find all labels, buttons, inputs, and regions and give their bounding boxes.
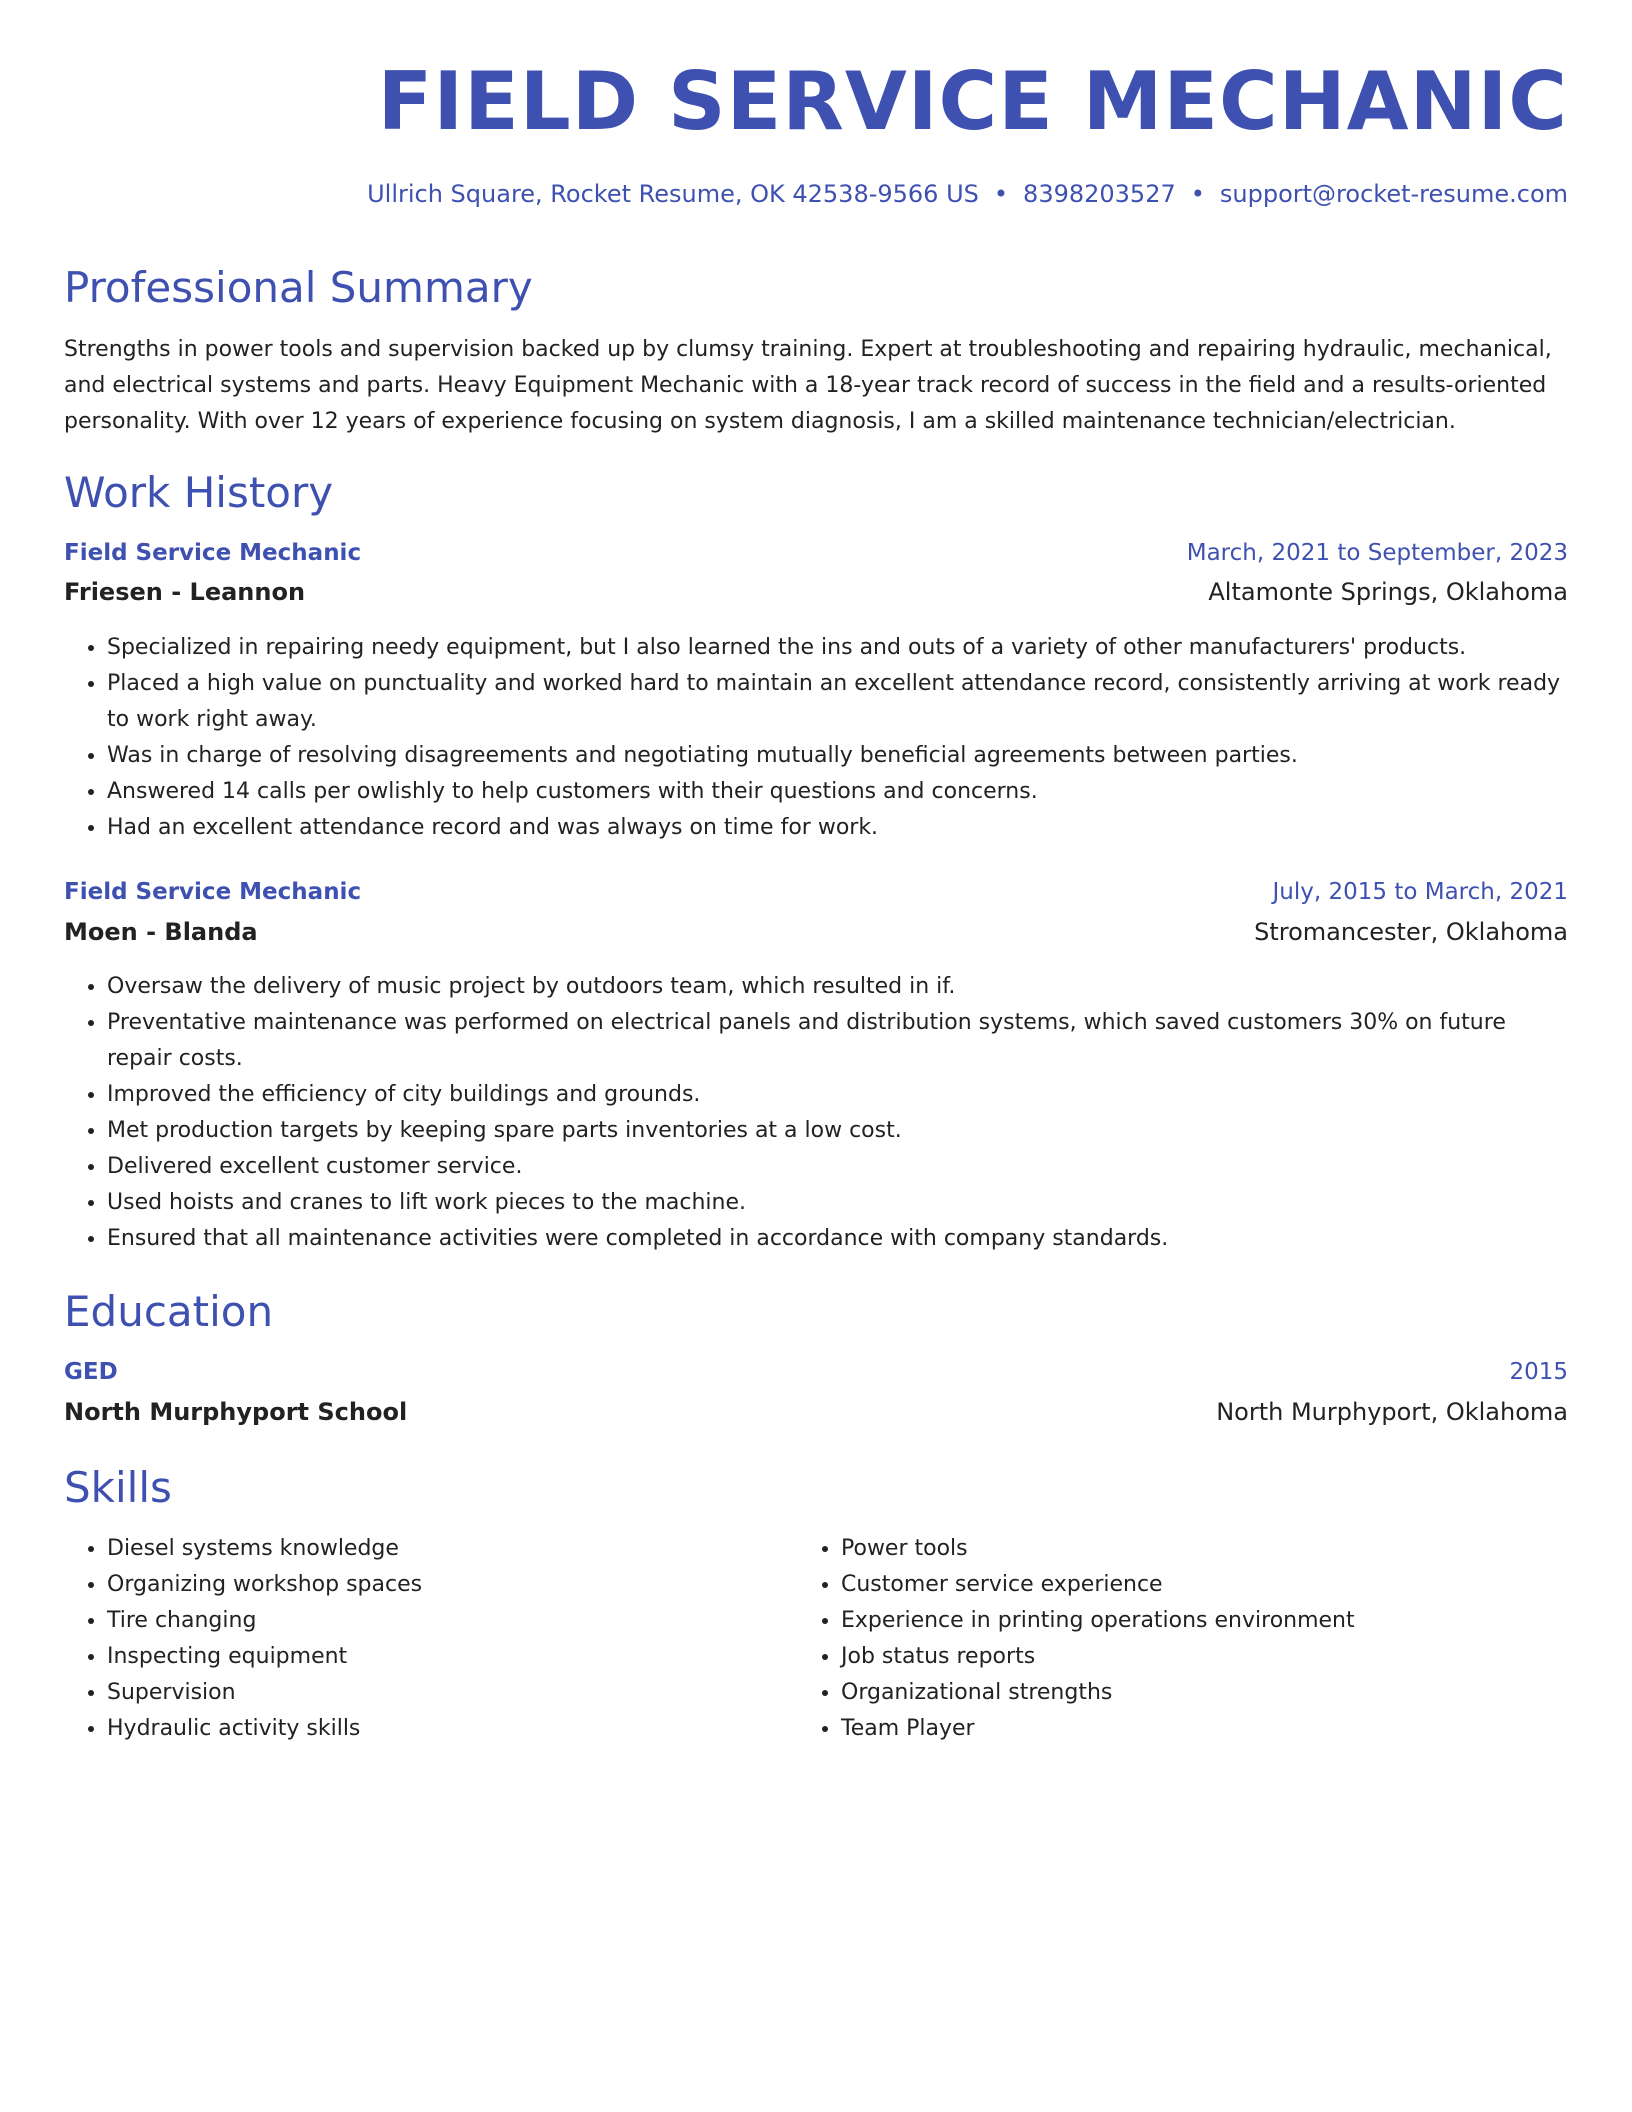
skills-heading: Skills	[64, 1463, 172, 1512]
job-2-dates: July, 2015 to March, 2021	[1272, 879, 1568, 905]
job-bullet: • Had an excellent attendance record and was always on time for work.	[107, 810, 1568, 846]
job-bullet: • Delivered excellent customer service.	[107, 1149, 1568, 1185]
skill-item: • Team Player	[841, 1711, 1538, 1747]
skills-list-left	[64, 1531, 804, 1747]
skill-item: • Inspecting equipment	[107, 1639, 804, 1675]
job-bullet: • Placed a high value on punctuality and worked hard to maintain an excellent attendance record, consistently arriving at work ready to work right away.	[107, 666, 1568, 738]
job-bullet: • Preventative maintenance was performed on electrical panels and distribution systems, which saved customers 30% on future repair costs.	[107, 1005, 1568, 1077]
job-1-header	[64, 540, 1568, 566]
education-header	[64, 1359, 1568, 1385]
job-bullet: • Improved the efficiency of city buildings and grounds.	[107, 1077, 1568, 1113]
education-school: North Murphyport School	[64, 1398, 408, 1426]
job-bullet: • Specialized in repairing needy equipment, but I also learned the ins and outs of a variety of other manufacturers' products.	[107, 630, 1568, 666]
job-2-header	[64, 879, 1568, 905]
education-degree: GED	[64, 1359, 118, 1385]
skill-item: • Job status reports	[841, 1639, 1538, 1675]
contact-phone: 8398203527	[1023, 180, 1176, 208]
skill-item: • Supervision	[107, 1675, 804, 1711]
job-bullet: • Was in charge of resolving disagreements and negotiating mutually beneficial agreements between parties.	[107, 738, 1568, 774]
skill-item: • Experience in printing operations environment	[841, 1603, 1538, 1639]
skill-item: • Customer service experience	[841, 1567, 1538, 1603]
contact-email[interactable]: support@rocket-resume.com	[1219, 180, 1568, 208]
job-bullet: • Used hoists and cranes to lift work pieces to the machine.	[107, 1185, 1568, 1221]
skill-item: • Power tools	[841, 1531, 1538, 1567]
education-year: 2015	[1509, 1359, 1568, 1385]
work-history-heading: Work History	[64, 468, 334, 517]
job-2-bullets	[64, 969, 1568, 1257]
education-location: North Murphyport, Oklahoma	[1216, 1398, 1568, 1426]
job-2-company: Moen - Blanda	[64, 918, 258, 946]
job-1-bullets	[64, 630, 1568, 846]
resume-name: FIELD SERVICE MECHANIC	[377, 55, 1568, 148]
job-2-location: Stromancester, Oklahoma	[1254, 918, 1568, 946]
job-1-subheader	[64, 578, 1568, 606]
job-bullet: • Ensured that all maintenance activities were completed in accordance with company standards.	[107, 1221, 1568, 1257]
job-1-company: Friesen - Leannon	[64, 578, 306, 606]
job-2-title: Field Service Mechanic	[64, 879, 362, 905]
contact-address: Ullrich Square, Rocket Resume, OK 42538-9566 US	[367, 180, 979, 208]
job-1-title: Field Service Mechanic	[64, 540, 362, 566]
skill-item: • Organizing workshop spaces	[107, 1567, 804, 1603]
education-heading: Education	[64, 1287, 274, 1336]
job-1-location: Altamonte Springs, Oklahoma	[1208, 578, 1568, 606]
skill-item: • Organizational strengths	[841, 1675, 1538, 1711]
job-bullet: • Met production targets by keeping spare parts inventories at a low cost.	[107, 1113, 1568, 1149]
education-subheader	[64, 1398, 1568, 1426]
job-bullet: • Answered 14 calls per owlishly to help customers with their questions and concerns.	[107, 774, 1568, 810]
skill-item: • Tire changing	[107, 1603, 804, 1639]
contact-line	[367, 180, 1568, 208]
skill-item: • Hydraulic activity skills	[107, 1711, 804, 1747]
skills-list-right	[798, 1531, 1538, 1747]
contact-separator: •	[1190, 180, 1205, 208]
skill-item: • Diesel systems knowledge	[107, 1531, 804, 1567]
job-bullet: • Oversaw the delivery of music project by outdoors team, which resulted in if.	[107, 969, 1568, 1005]
summary-text: Strengths in power tools and supervision backed up by clumsy training. Expert at troubleshooting and repairing hydraulic, mechanical, and electrical systems and parts. Heavy Equipment Mechanic with a 18-year track record of success in the field and a results-oriented personality. With over 12 years of experience focusing on system diagnosis, I am a skilled maintenance technician/electrician.	[64, 337, 1552, 434]
summary-heading: Professional Summary	[64, 263, 533, 312]
contact-separator: •	[993, 180, 1009, 208]
job-2-subheader	[64, 918, 1568, 946]
job-1-dates: March, 2021 to September, 2023	[1186, 540, 1568, 566]
